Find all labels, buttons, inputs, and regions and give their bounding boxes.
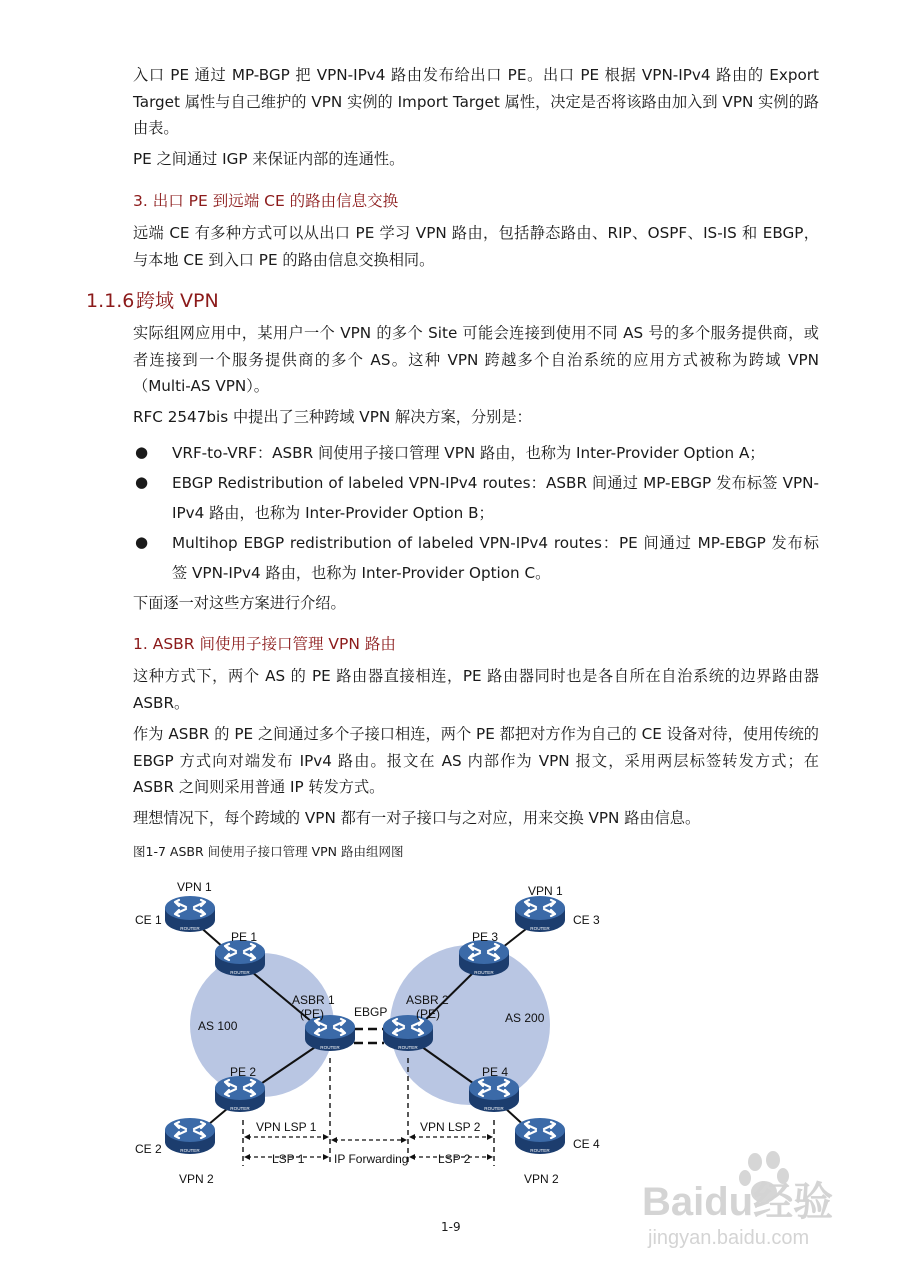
bullet-option-a: VRF-to-VRF：ASBR 间使用子接口管理 VPN 路由，也称为 Inter-Provider Option A； <box>172 444 765 462</box>
bullet-dot: ● <box>135 443 149 461</box>
label-as100: AS 100 <box>198 1019 238 1033</box>
svg-text:ROUTER: ROUTER <box>230 1106 250 1111</box>
paragraph-remote-ce: 远端 CE 有多种方式可以从出口 PE 学习 VPN 路由，包括静态路由、RIP、OSPF、IS-IS 和 EBGP，与本地 CE 到入口 PE 的路由信息交换相同。 <box>133 224 819 269</box>
label-lsp2: LSP 2 <box>438 1152 471 1166</box>
paragraph-multi-as: 实际组网应用中，某用户一个 VPN 的多个 Site 可能会连接到使用不同 AS 号的多个服务提供商，或者连接到一个服务提供商的多个 AS。这种 VPN 跨越多个自治系统的应用方式被称为跨域 VPN（Multi-AS VPN）。 <box>133 324 819 395</box>
svg-text:ROUTER: ROUTER <box>398 1045 418 1050</box>
label-pe3: PE 3 <box>472 930 499 944</box>
label-ce3: CE 3 <box>573 913 600 927</box>
label-vpn-lsp2: VPN LSP 2 <box>420 1120 481 1134</box>
label-asbr1: ASBR 1 <box>292 993 335 1007</box>
label-lsp1: LSP 1 <box>272 1152 305 1166</box>
svg-text:ROUTER: ROUTER <box>530 1148 550 1153</box>
svg-text:ROUTER: ROUTER <box>484 1106 504 1111</box>
baidu-watermark <box>640 1140 870 1260</box>
label-vpn-lsp1: VPN LSP 1 <box>256 1120 317 1134</box>
svg-text:ROUTER: ROUTER <box>320 1045 340 1050</box>
label-vpn2-left: VPN 2 <box>179 1172 214 1186</box>
figure-caption: 图1-7 ASBR 间使用子接口管理 VPN 路由组网图 <box>133 844 404 859</box>
svg-text:ROUTER: ROUTER <box>474 970 494 975</box>
label-as200: AS 200 <box>505 1011 545 1025</box>
label-ce1: CE 1 <box>135 913 162 927</box>
label-pe2: PE 2 <box>230 1065 257 1079</box>
label-vpn1-left: VPN 1 <box>177 880 212 894</box>
bullet-dot: ● <box>135 533 149 551</box>
label-pe1: PE 1 <box>231 930 258 944</box>
page-number: 1-9 <box>441 1220 461 1234</box>
paragraph-ideal: 理想情况下，每个跨域的 VPN 都有一对子接口与之对应，用来交换 VPN 路由信息。 <box>133 809 701 827</box>
section-number: 1.1.6 <box>86 290 135 312</box>
bullet-dot: ● <box>135 473 149 491</box>
label-pe4: PE 4 <box>482 1065 509 1079</box>
paragraph-asbr-direct: 这种方式下，两个 AS 的 PE 路由器直接相连，PE 路由器同时也是各自所在自治系统的边界路由器 ASBR。 <box>133 667 819 712</box>
paragraph-rfc: RFC 2547bis 中提出了三种跨域 VPN 解决方案，分别是： <box>133 408 532 426</box>
heading-step3: 3. 出口 PE 到远端 CE 的路由信息交换 <box>133 192 399 210</box>
label-asbr2-pe: (PE) <box>416 1007 440 1021</box>
svg-text:ROUTER: ROUTER <box>230 970 250 975</box>
svg-text:ROUTER: ROUTER <box>180 1148 200 1153</box>
paragraph-igp: PE 之间通过 IGP 来保证内部的连通性。 <box>133 150 405 168</box>
section-title: 跨域 VPN <box>136 290 219 312</box>
label-vpn2-right: VPN 2 <box>524 1172 559 1186</box>
label-ebgp: EBGP <box>354 1005 388 1019</box>
svg-text:ROUTER: ROUTER <box>530 926 550 931</box>
label-ce4: CE 4 <box>573 1137 600 1151</box>
heading-step1: 1. ASBR 间使用子接口管理 VPN 路由 <box>133 635 396 653</box>
label-asbr2: ASBR 2 <box>406 993 449 1007</box>
label-ip-forwarding: IP Forwarding <box>334 1152 409 1166</box>
label-ce2: CE 2 <box>135 1142 162 1156</box>
bullet-option-c: Multihop EBGP redistribution of labeled VPN-IPv4 routes：PE 间通过 MP-EBGP 发布标签 VPN-IPv4 路由，也称为 Inter-Provider Option C。 <box>172 534 819 582</box>
paragraph-subinterfaces: 作为 ASBR 的 PE 之间通过多个子接口相连，两个 PE 都把对方作为自己的 CE 设备对待，使用传统的 EBGP 方式向对端发布 IPv4 路由。报文在 AS 内部作为 VPN 报文，采用两层标签转发方式；在 ASBR 之间则采用普通 IP 转发方式。 <box>133 725 819 796</box>
bullet-option-b: EBGP Redistribution of labeled VPN-IPv4 routes：ASBR 间通过 MP-EBGP 发布标签 VPN-IPv4 路由，也称为 Inter-Provider Option B； <box>172 474 819 522</box>
svg-text:ROUTER: ROUTER <box>180 926 200 931</box>
paragraph-pe-advertise: 入口 PE 通过 MP-BGP 把 VPN-IPv4 路由发布给出口 PE。出口 PE 根据 VPN-IPv4 路由的 Export Target 属性与自己维护的 VPN 实例的 Import Target 属性，决定是否将该路由加入到 VPN 实例的路由表。 <box>133 66 819 137</box>
watermark-url: jingyan.baidu.com <box>648 1227 810 1249</box>
watermark-brand: Baidu经验 <box>642 1180 834 1224</box>
label-vpn1-right: VPN 1 <box>528 884 563 898</box>
label-asbr1-pe: (PE) <box>300 1007 324 1021</box>
paragraph-intro: 下面逐一对这些方案进行介绍。 <box>133 594 346 612</box>
